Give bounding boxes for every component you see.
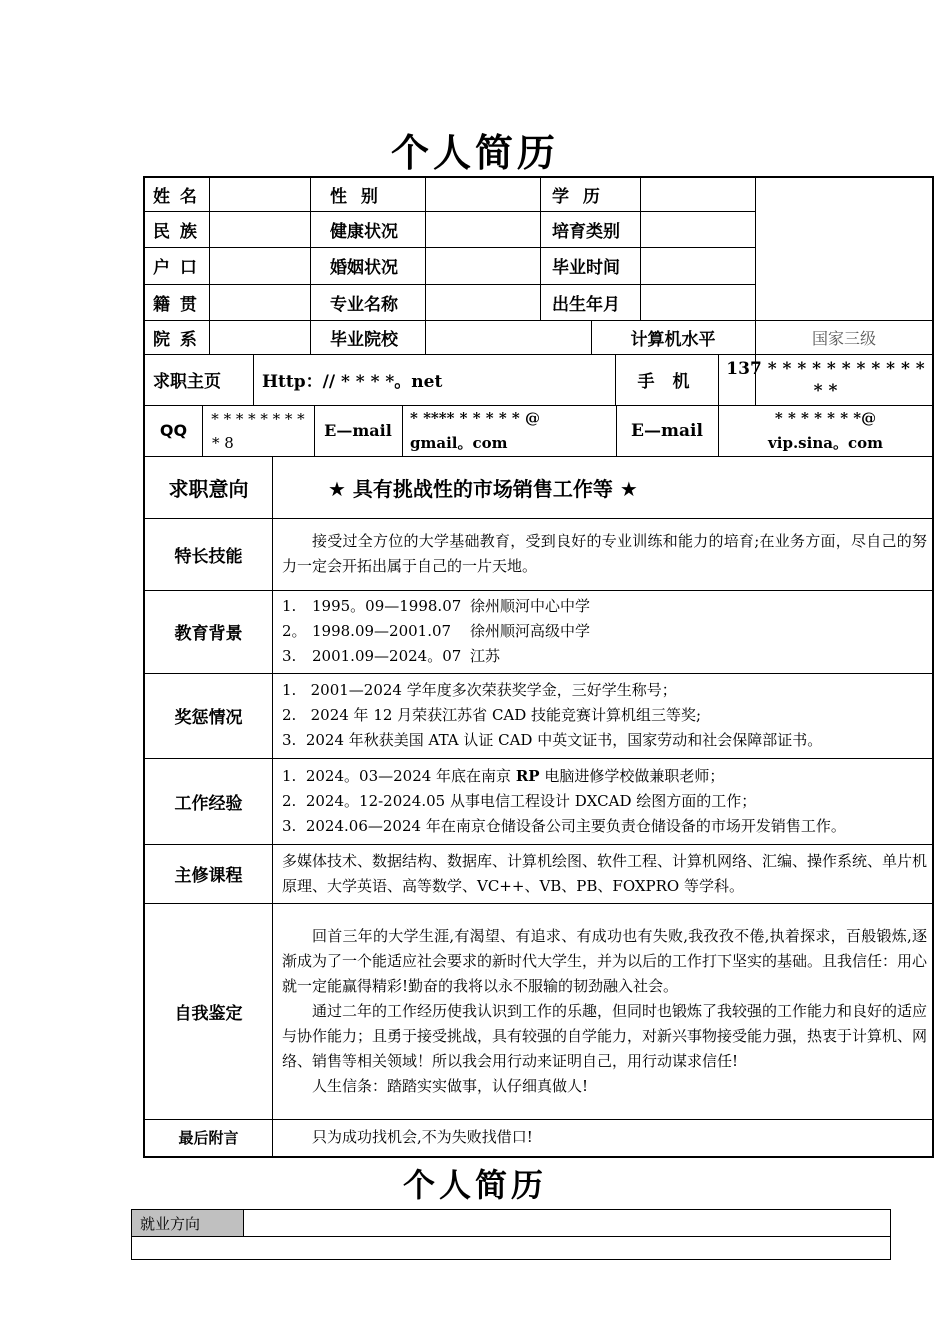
objective-label: 求职意向 bbox=[168, 476, 249, 501]
divider bbox=[640, 178, 641, 320]
email-label: E—mail bbox=[324, 421, 392, 440]
education-item-2-num: 2。 bbox=[282, 622, 307, 640]
email-value-line2: gmail。com bbox=[410, 433, 508, 452]
education-item-2-period: 1998.09—2001.07 bbox=[312, 622, 452, 640]
work-item-1-c: 电脑进修学校做兼职老师； bbox=[539, 766, 725, 785]
email-value-2 bbox=[718, 405, 933, 456]
list-item bbox=[282, 619, 590, 644]
awards-list bbox=[282, 673, 927, 758]
self-evaluation-paragraph-3: 人生信条：踏踏实实做事，认仔细真做人! bbox=[312, 1076, 589, 1095]
training-type-label: 培育类别 bbox=[552, 221, 620, 242]
email-value-line1: * **** * * * * * @ bbox=[410, 408, 540, 427]
courses-label: 主修课程 bbox=[174, 866, 243, 886]
email-label-2: E—mail bbox=[631, 420, 703, 441]
name-label: 姓 名 bbox=[153, 187, 199, 207]
objective-value: ★ 具有挑战性的市场销售工作等 ★ bbox=[328, 476, 638, 501]
divider bbox=[145, 211, 755, 212]
list-item bbox=[282, 644, 500, 669]
birth-date-label: 出生年月 bbox=[552, 294, 620, 315]
hukou-label: 户 口 bbox=[153, 258, 199, 278]
marital-label: 婚姻状况 bbox=[330, 258, 398, 278]
courses-text: 多媒体技术、数据结构、数据库、计算机绘图、软件工程、计算机网络、汇编、操作系统、单片机原理、大学英语、高等数学、VC++、VB、PB、FOXPRO 等学科。 bbox=[282, 851, 928, 895]
skills-text: 接受过全方位的大学基础教育，受到良好的专业训练和能力的培育;在业务方面，尽自己的努力一定会开拓出属于自己的一片天地。 bbox=[282, 532, 927, 575]
list-item bbox=[282, 594, 590, 619]
education-list bbox=[282, 590, 927, 673]
native-place-label: 籍 贯 bbox=[153, 294, 199, 315]
self-evaluation-paragraph-2: 通过二年的工作经历使我认识到工作的乐趣，但同时也锻炼了我较强的工作能力和良好的适应与协作能力；且勇于接受挑战，具有较强的自学能力，对新兴事物接受能力强，热衷于计算机、网络、销售等相关领域！所以我会用行动来证明自己，用行动谋求信任! bbox=[282, 1001, 928, 1070]
education-item-1-num: 1. bbox=[282, 597, 297, 615]
qq-value bbox=[202, 405, 314, 456]
qq-label: QQ bbox=[159, 421, 188, 440]
final-words-text: 只为成功找机会,不为失败找借口! bbox=[312, 1128, 533, 1146]
email2-value-line2: vip.sina。com bbox=[768, 433, 883, 452]
skills-label: 特长技能 bbox=[174, 546, 243, 567]
divider bbox=[145, 247, 755, 248]
list-item: 3. 2024.06—2024 年在南京仓储设备公司主要负责仓储设备的市场开发销售工作。 bbox=[282, 816, 846, 835]
divider bbox=[310, 178, 311, 354]
mobile-value-line2: * * bbox=[813, 380, 838, 401]
email-value bbox=[410, 405, 616, 456]
qq-value-line1: * * * * * * * * bbox=[211, 409, 305, 428]
work-list bbox=[282, 758, 927, 844]
self-evaluation-paragraph-1: 回首三年的大学生涯,有渴望、有追求、有成功也有失败,我孜孜不倦,执着探求，百般锻炼,逐渐成为了一个能适应社会要求的新时代大学生，并为以后的工作打下坚实的基础。且我信任：用心就一定能赢得精彩!勤奋的我将以永不服输的韧劲融入社会。 bbox=[282, 926, 928, 995]
mobile-value bbox=[718, 354, 933, 405]
computer-level-label: 计算机水平 bbox=[630, 329, 716, 350]
qq-value-line2: * 8 bbox=[212, 433, 234, 452]
graduation-time-label: 毕业时间 bbox=[552, 258, 620, 278]
education-item-2-school: 徐州顺河高级中学 bbox=[470, 622, 591, 640]
divider bbox=[209, 178, 210, 354]
divider bbox=[540, 178, 541, 320]
divider bbox=[145, 284, 755, 285]
school-label: 毕业院校 bbox=[330, 329, 398, 350]
mobile-value-line1: 137 * * * * * * * * * * * bbox=[726, 358, 925, 379]
list-item: 3. 2024 年秋获美国 ATA 认证 CAD 中英文证书，国家劳动和社会保障部证书。 bbox=[282, 731, 823, 749]
homepage-label: 求职主页 bbox=[153, 372, 221, 392]
page-title: 个人简历 bbox=[390, 130, 559, 175]
skills-text-cell bbox=[282, 518, 927, 590]
work-item-1-a: 1. 2024。03—2024 年底在南京 bbox=[282, 766, 516, 785]
list-item: 2. 2024。12-2024.05 从事电信工程设计 DXCAD 绘图方面的工作； bbox=[282, 791, 757, 810]
divider bbox=[132, 1236, 890, 1237]
homepage-value: Http：// * * * *。net bbox=[262, 372, 443, 392]
work-item-1-b: RP bbox=[515, 766, 540, 785]
education-label: 教育背景 bbox=[174, 624, 243, 644]
education-item-3-period: 2001.09—2024。07 bbox=[312, 647, 462, 665]
direction-label: 就业方向 bbox=[140, 1214, 201, 1233]
education-item-3-num: 3. bbox=[282, 647, 297, 665]
second-page-title: 个人简历 bbox=[402, 1166, 547, 1204]
list-item: 1. 2001—2024 学年度多次荣获奖学金，三好学生称号； bbox=[282, 681, 677, 699]
final-words-text-cell bbox=[282, 1119, 927, 1156]
divider bbox=[402, 405, 403, 456]
major-label: 专业名称 bbox=[330, 294, 398, 315]
education-item-3-school: 江苏 bbox=[470, 647, 501, 665]
list-item: 2. 2024 年 12 月荣获江苏省 CAD 技能竞赛计算机组三等奖; bbox=[282, 706, 702, 724]
divider bbox=[425, 178, 426, 354]
education-level-label: 学 历 bbox=[552, 187, 604, 207]
self-evaluation-label: 自我鉴定 bbox=[174, 1003, 243, 1024]
email2-value-line1: * * * * * * *@ bbox=[774, 408, 877, 427]
awards-label: 奖惩情况 bbox=[174, 708, 243, 728]
education-item-1-period: 1995。09—1998.07 bbox=[312, 597, 462, 615]
gender-label: 性 别 bbox=[330, 187, 382, 207]
department-label: 院 系 bbox=[153, 329, 199, 350]
list-item bbox=[282, 764, 724, 789]
second-table bbox=[131, 1209, 891, 1260]
education-item-1-school: 徐州顺河中心中学 bbox=[470, 597, 591, 615]
work-label: 工作经验 bbox=[174, 793, 243, 814]
health-label: 健康状况 bbox=[330, 221, 398, 242]
final-words-label: 最后附言 bbox=[178, 1129, 239, 1147]
self-evaluation-text bbox=[282, 903, 927, 1119]
divider bbox=[272, 456, 273, 1156]
ethnicity-label: 民 族 bbox=[153, 221, 199, 242]
mobile-label: 手 机 bbox=[637, 372, 696, 392]
computer-level-value: 国家三级 bbox=[811, 328, 876, 348]
courses-text-cell bbox=[282, 844, 927, 903]
divider bbox=[253, 354, 254, 405]
